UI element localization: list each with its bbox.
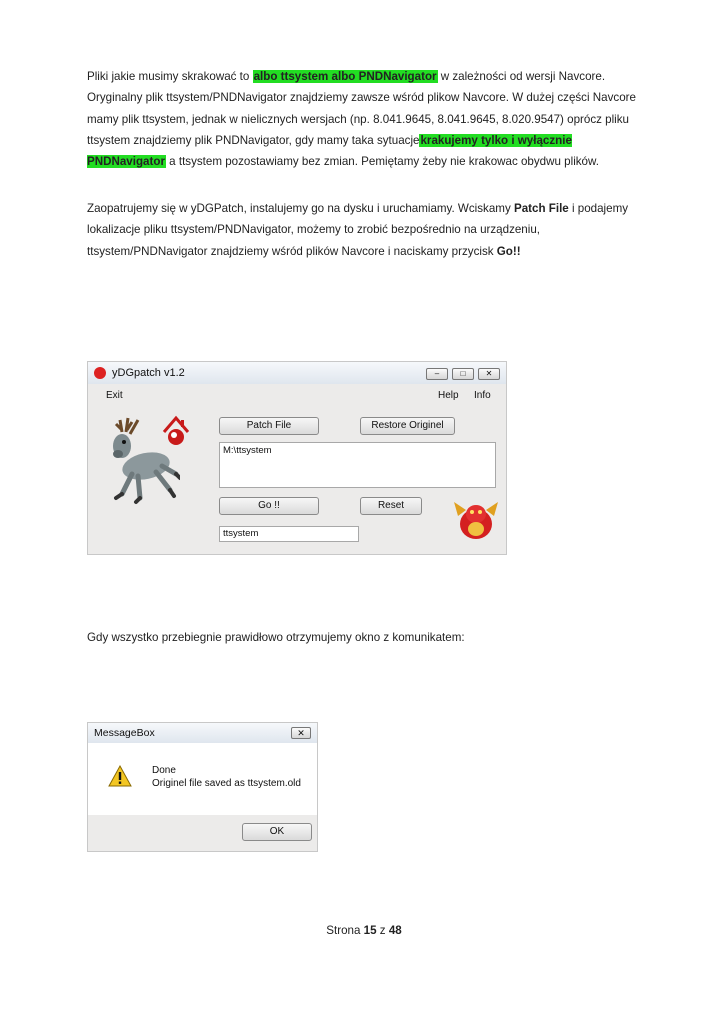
window-titlebar	[88, 362, 506, 384]
patch-file-emphasis: Patch File	[513, 202, 569, 215]
page-number: 15	[363, 924, 377, 937]
go-emphasis: Go!!	[496, 244, 521, 258]
path-textarea[interactable]: M:\ttsystem	[219, 442, 496, 488]
highlight-file-choice: albo ttsystem albo PNDNavigator	[253, 70, 437, 83]
menu-info[interactable]: Info	[474, 390, 491, 401]
close-icon[interactable]: ✕	[291, 727, 311, 739]
dragon-icon	[452, 496, 500, 542]
warning-icon	[108, 765, 132, 787]
ok-button[interactable]: OK	[242, 823, 312, 841]
close-icon[interactable]: ✕	[478, 368, 500, 380]
house-icon	[160, 414, 192, 448]
reset-button[interactable]: Reset	[360, 497, 422, 515]
paragraph-2-text-a: Zaopatrujemy się w yDGPatch, instalujemy go na dysku i uruchamiamy. Wciskamy	[87, 202, 514, 215]
message-line-1: Done	[152, 765, 176, 776]
messagebox-titlebar	[88, 723, 317, 743]
window-title: yDGpatch v1.2	[112, 367, 185, 379]
message-line-2: Originel file saved as ttsystem.old	[152, 778, 301, 789]
messagebox-window	[87, 722, 318, 852]
menu-exit[interactable]: Exit	[106, 390, 123, 401]
menu-help[interactable]: Help	[438, 390, 459, 401]
page-footer	[0, 924, 728, 937]
minimize-icon[interactable]: –	[426, 368, 448, 380]
restore-original-button[interactable]: Restore Originel	[360, 417, 455, 435]
ydgpatch-window	[87, 361, 507, 555]
messagebox-body	[88, 743, 317, 815]
paragraph-3: Gdy wszystko przebiegnie prawidłowo otrzymujemy okno z komunikatem:	[87, 631, 465, 644]
paragraph-1	[87, 66, 647, 172]
paragraph-1-text-c: w zależności od wersji Navcore. Oryginalny plik ttsystem/PNDNavigator znajdziemy zawsze wśród plikow Navcore. W dużej części Navcore mamy plik ttsystem, jednak w nielicznych wersjach (np. 8.041.9645, 8.041.9645, 8.020.9547) oprócz pliku ttsystem znajdziemy plik PNDNavigator, gdy mamy taka sytuacje	[87, 70, 636, 147]
paragraph-1-text-a: Pliki jakie musimy skrakować to	[87, 70, 253, 83]
maximize-icon[interactable]: □	[452, 368, 474, 380]
patch-file-button[interactable]: Patch File	[219, 417, 319, 435]
go-button[interactable]: Go !!	[219, 497, 319, 515]
app-icon	[94, 367, 106, 379]
footer-middle: z	[376, 924, 389, 937]
messagebox-title: MessageBox	[94, 727, 155, 739]
filename-field[interactable]: ttsystem	[219, 526, 359, 542]
highlight-crack-only: krakujemy tylko i wyłącznie PNDNavigator	[87, 133, 572, 169]
footer-prefix: Strona	[326, 924, 364, 937]
paragraph-2	[87, 198, 647, 262]
paragraph-1-text-e: a ttsystem pozostawiamy bez zmian. Pemiętamy żeby nie krakowac obydwu plików.	[165, 155, 599, 169]
paragraph-2-text-c: i podajemy lokalizacje pliku ttsystem/PNDNavigator, możemy to zrobić bezpośrednio na urządzeniu, ttsystem/PNDNavigator znajdziemy wśród plików Navcore i naciskamy przycisk	[87, 202, 629, 258]
page-total: 48	[388, 924, 402, 937]
